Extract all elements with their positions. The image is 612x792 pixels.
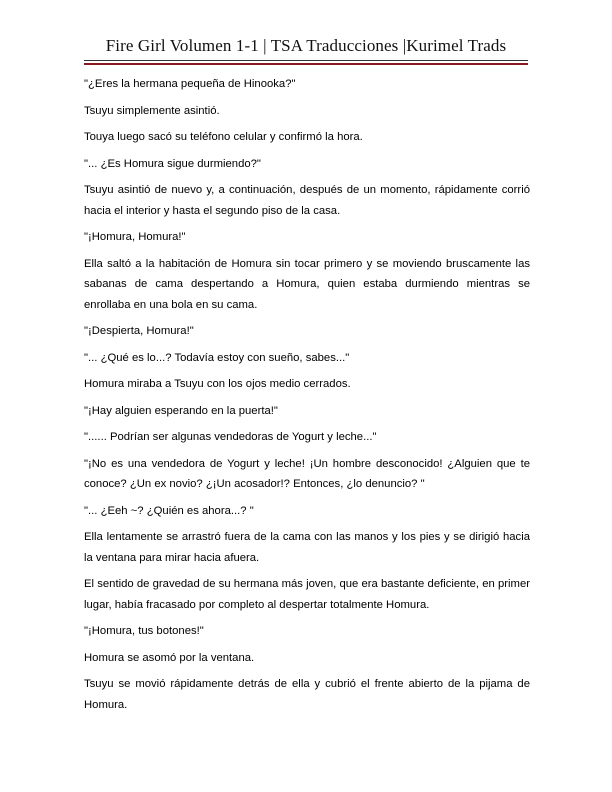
paragraph: Touya luego sacó su teléfono celular y confirmó la hora.: [84, 131, 363, 143]
paragraph: "...... Podrían ser algunas vendedoras de Yogurt y leche...": [84, 431, 377, 443]
paragraph: Ella saltó a la habitación de Homura sin tocar primero y se moviendo bruscamente las sabanas de cama despertando a Homura, quien estaba durmiendo mientras se enrollaba en una bola en su cama.: [84, 257, 530, 311]
paragraph: "¡Homura, tus botones!": [84, 625, 204, 637]
paragraph: "¡No es una vendedora de Yogurt y leche! ¡Un hombre desconocido! ¿Alguien que te conoce? ¿Un ex novio? ¿¡Un acosador!? Entonces, ¿lo denuncio? ": [84, 457, 530, 490]
paragraph: "¡Hay alguien esperando en la puerta!": [84, 404, 278, 417]
paragraph: Ella lentamente se arrastró fuera de la cama con las manos y los pies y se dirigió hacia la ventana para mirar hacia afuera.: [84, 531, 530, 564]
paragraph: "... ¿Es Homura sigue durmiendo?": [84, 157, 261, 170]
page-header-title: Fire Girl Volumen 1-1 | TSA Traducciones |Kurimel Trads: [105, 36, 507, 55]
header-rule-top: [84, 60, 528, 61]
paragraph: "... ¿Qué es lo...? Todavía estoy con sueño, sabes...": [84, 351, 350, 364]
paragraph: Tsuyu simplemente asintió.: [84, 104, 220, 117]
paragraph: "¡Homura, Homura!": [84, 231, 186, 243]
paragraph: "¿Eres la hermana pequeña de Hinooka?": [84, 78, 296, 90]
paragraph: Homura se asomó por la ventana.: [84, 651, 255, 664]
document-body: [84, 74, 530, 721]
paragraph: "... ¿Eeh ~? ¿Quién es ahora...? ": [84, 504, 254, 517]
header-rule-accent: [84, 63, 528, 65]
paragraph: Tsuyu asintió de nuevo y, a continuación, después de un momento, rápidamente corrió hacia el interior y hasta el segundo piso de la casa.: [84, 184, 530, 217]
paragraph: Homura miraba a Tsuyu con los ojos medio cerrados.: [84, 378, 351, 390]
paragraph: "¡Despierta, Homura!": [84, 325, 194, 337]
paragraph: Tsuyu se movió rápidamente detrás de ella y cubrió el frente abierto de la pijama de Homura.: [84, 678, 530, 711]
paragraph: El sentido de gravedad de su hermana más joven, que era bastante deficiente, en primer lugar, había fracasado por completo al despertar totalmente Homura.: [84, 578, 530, 611]
